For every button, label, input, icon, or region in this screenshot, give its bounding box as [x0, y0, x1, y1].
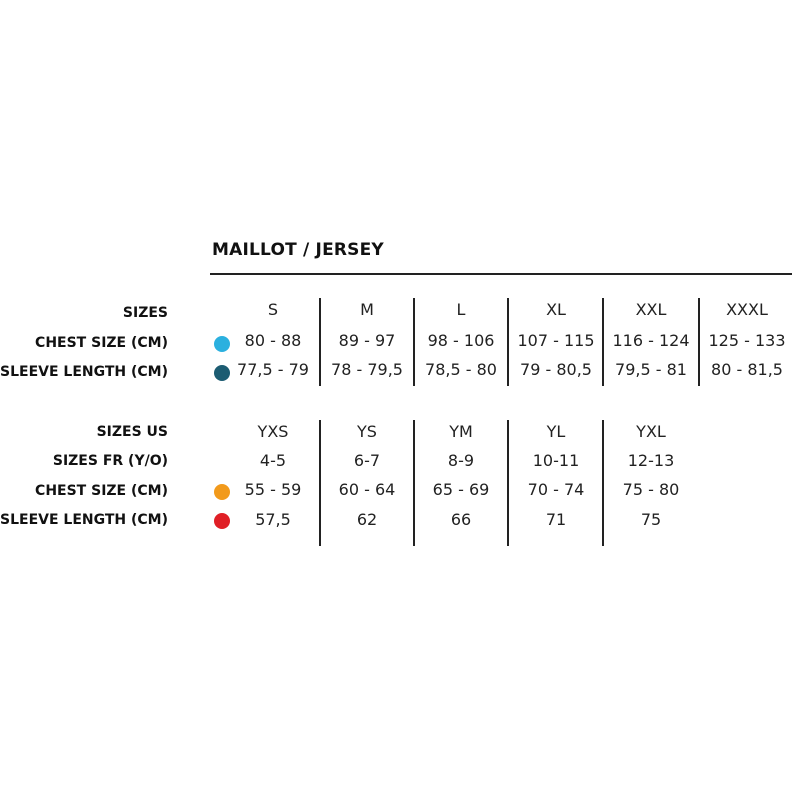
adult-sleeve-cell: 80 - 81,5 — [711, 360, 783, 379]
adult-chest-cell: 107 - 115 — [517, 331, 595, 350]
youth-sleeve-cell: 57,5 — [255, 510, 291, 529]
youth-sizes-fr-cell: 6-7 — [353, 451, 381, 470]
adult-sizes-cell: L — [456, 300, 466, 319]
youth-sizes-fr-label: SIZES FR (Y/O) — [52, 453, 168, 469]
youth-sleeve-cell: 62 — [356, 510, 378, 529]
youth-chest-cell: 60 - 64 — [338, 480, 396, 499]
adult-sleeve-cell: 79 - 80,5 — [520, 360, 592, 379]
adult-sizes-cell: M — [360, 300, 374, 319]
adult-sleeve-cell: 78,5 - 80 — [425, 360, 497, 379]
adult-chest-cell: 98 - 106 — [427, 331, 495, 350]
adult-chest-cell: 116 - 124 — [612, 331, 690, 350]
column-divider — [413, 298, 415, 386]
adult-chest-cell: 125 - 133 — [708, 331, 786, 350]
adult-sizes-label: SIZES — [122, 305, 168, 321]
youth-chest-cell: 70 - 74 — [527, 480, 585, 499]
youth-sizes-us-cell: YS — [357, 422, 377, 441]
youth-sizes-fr-cell: 8-9 — [447, 451, 475, 470]
column-divider — [319, 420, 321, 546]
adult-sizes-cell: XXL — [635, 300, 667, 319]
column-divider — [507, 298, 509, 386]
youth-sleeve-label: SLEEVE LENGTH (CM) — [0, 512, 168, 528]
youth-sizes-fr-cell: 10-11 — [532, 451, 580, 470]
column-divider — [413, 420, 415, 546]
youth-sizes-us-cell: YL — [546, 422, 566, 441]
adult-chest-cell: 80 - 88 — [244, 331, 302, 350]
adult-chest-cell: 89 - 97 — [338, 331, 396, 350]
column-divider — [602, 420, 604, 546]
column-divider — [602, 298, 604, 386]
youth-chest-cell: 75 - 80 — [622, 480, 680, 499]
youth-sizes-us-label: SIZES US — [96, 424, 168, 440]
column-divider — [698, 298, 700, 386]
adult-chest-label: CHEST SIZE (CM) — [35, 335, 168, 351]
adult-sleeve-cell: 77,5 - 79 — [237, 360, 309, 379]
youth-sizes-us-cell: YXS — [257, 422, 289, 441]
youth-sizes-fr-cell: 4-5 — [259, 451, 287, 470]
adult-sizes-cell: XXXL — [726, 300, 768, 319]
adult-sizes-cell: XL — [546, 300, 566, 319]
youth-sleeve-cell: 66 — [450, 510, 472, 529]
chart-title: MAILLOT / JERSEY — [212, 240, 384, 260]
youth-chest-label: CHEST SIZE (CM) — [35, 483, 168, 499]
adult-sizes-cell: S — [267, 300, 279, 319]
youth-chest-cell: 65 - 69 — [432, 480, 490, 499]
column-divider — [319, 298, 321, 386]
youth-sizes-us-cell: YXL — [636, 422, 666, 441]
title-divider — [210, 273, 792, 275]
adult-sleeve-cell: 79,5 - 81 — [615, 360, 687, 379]
youth-sleeve-cell: 71 — [545, 510, 567, 529]
column-divider — [507, 420, 509, 546]
adult-sleeve-label: SLEEVE LENGTH (CM) — [0, 364, 168, 380]
youth-chest-cell: 55 - 59 — [244, 480, 302, 499]
youth-sleeve-cell: 75 — [640, 510, 662, 529]
youth-sizes-us-cell: YM — [449, 422, 473, 441]
adult-sleeve-cell: 78 - 79,5 — [331, 360, 403, 379]
youth-sizes-fr-cell: 12-13 — [627, 451, 675, 470]
